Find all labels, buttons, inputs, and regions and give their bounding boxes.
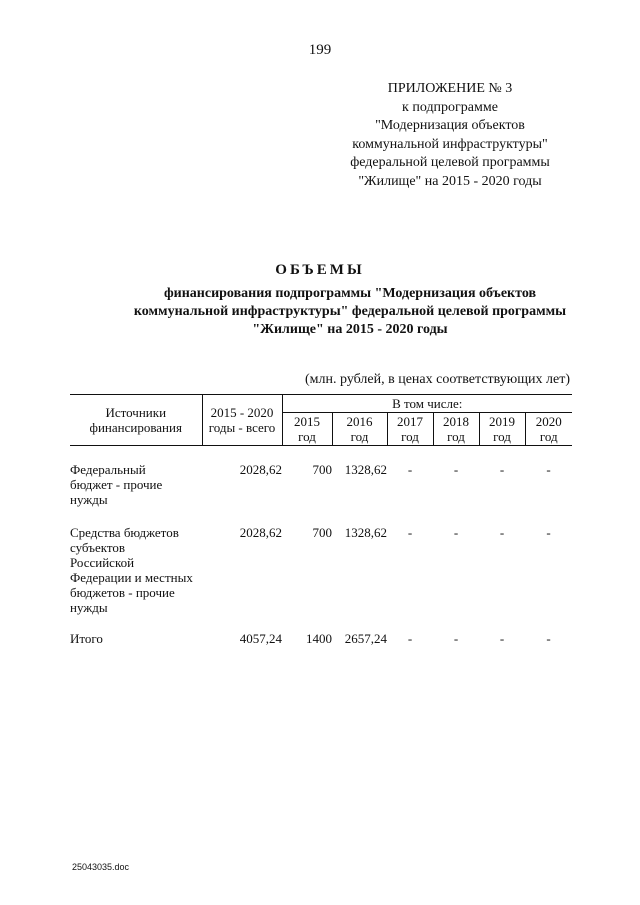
value-cell: - [546, 631, 551, 646]
value-cell: - [499, 631, 505, 646]
source-cell [70, 631, 202, 646]
appendix-line: коммунальной инфраструктуры" [352, 136, 548, 152]
units-note: (млн. рублей, в ценах соответствующих лет) [305, 372, 570, 387]
value-cell: 700 [312, 462, 332, 477]
subtitle-line: коммунальной инфраструктуры" федеральной целевой программы [133, 304, 567, 319]
source-line: Федерации и местных [70, 570, 193, 585]
value-cell: 1328,62 [344, 525, 387, 540]
header-total-line: 2015 - 2020 [210, 405, 274, 420]
header-year-unit: год [350, 429, 369, 444]
header-year-label: 2016 [346, 414, 373, 429]
document-title: ОБЪЕМЫ [275, 262, 365, 278]
header-year-unit: год [539, 429, 558, 444]
table-row [70, 462, 572, 507]
source-line: субъектов [70, 540, 126, 555]
header-year-label: 2018 [443, 414, 469, 429]
value-cell: - [407, 631, 413, 646]
appendix-line: к подпрограмме [402, 99, 498, 115]
header-sources [70, 395, 202, 446]
header-year-unit: год [298, 429, 316, 444]
source-line: Федеральный [70, 462, 146, 477]
header-year-unit: год [447, 429, 465, 444]
financing-table [70, 394, 572, 646]
total-cell: 2028,62 [239, 462, 282, 477]
page-number: 199 [308, 42, 332, 58]
header-year-label: 2017 [397, 414, 423, 429]
value-cell: - [453, 525, 459, 540]
appendix-line: федеральной целевой программы [350, 155, 550, 170]
value-cell: - [499, 525, 505, 540]
document-filename: 25043035.doc [72, 862, 130, 872]
value-cell: 1328,62 [344, 462, 387, 477]
total-cell: 4057,24 [239, 631, 282, 646]
value-cell: - [453, 631, 459, 646]
source-line: бюджетов - прочие [70, 585, 175, 600]
document-subtitle [70, 285, 630, 339]
value-cell: 1400 [306, 631, 332, 646]
source-line: бюджет - прочие [70, 477, 163, 492]
header-year-2020 [525, 413, 572, 446]
header-year-2017 [387, 413, 433, 446]
source-line: нужды [70, 492, 108, 507]
header-total-line: годы - всего [208, 420, 276, 435]
header-including: В том числе: [282, 395, 572, 413]
table-row [70, 525, 572, 615]
header-year-2015 [282, 413, 332, 446]
total-cell: 2028,62 [239, 525, 282, 540]
table-row [70, 631, 572, 646]
source-line: нужды [70, 600, 108, 615]
value-cell: - [407, 525, 413, 540]
header-year-2016 [332, 413, 387, 446]
header-year-label: 2020 [535, 414, 562, 429]
source-cell [70, 525, 202, 615]
appendix-line: ПРИЛОЖЕНИЕ № 3 [387, 81, 513, 96]
header-year-unit: год [401, 429, 419, 444]
value-cell: - [546, 462, 551, 477]
subtitle-line: "Жилище" на 2015 - 2020 годы [252, 322, 448, 337]
source-line: Средства бюджетов [70, 525, 179, 540]
appendix-line: "Модернизация объектов [375, 118, 525, 133]
header-year-2018 [433, 413, 479, 446]
header-year-label: 2015 [294, 414, 320, 429]
header-sources-line: финансирования [89, 420, 182, 435]
subtitle-line: финансирования подпрограммы "Модернизация объектов [163, 286, 537, 301]
appendix-line: "Жилище" на 2015 - 2020 годы [358, 173, 542, 189]
value-cell: - [407, 462, 413, 477]
header-year-2019 [479, 413, 525, 446]
value-cell: - [546, 525, 551, 540]
source-cell [70, 462, 202, 507]
header-year-unit: год [493, 429, 511, 444]
value-cell: - [499, 462, 505, 477]
header-total [202, 395, 282, 446]
value-cell: - [453, 462, 459, 477]
source-line: Российской [70, 555, 135, 570]
source-line: Итого [70, 631, 103, 646]
value-cell: 700 [312, 525, 332, 540]
header-sources-line: Источники [105, 405, 167, 420]
value-cell: 2657,24 [344, 631, 387, 646]
header-year-label: 2019 [489, 414, 515, 429]
appendix-block [330, 80, 570, 191]
